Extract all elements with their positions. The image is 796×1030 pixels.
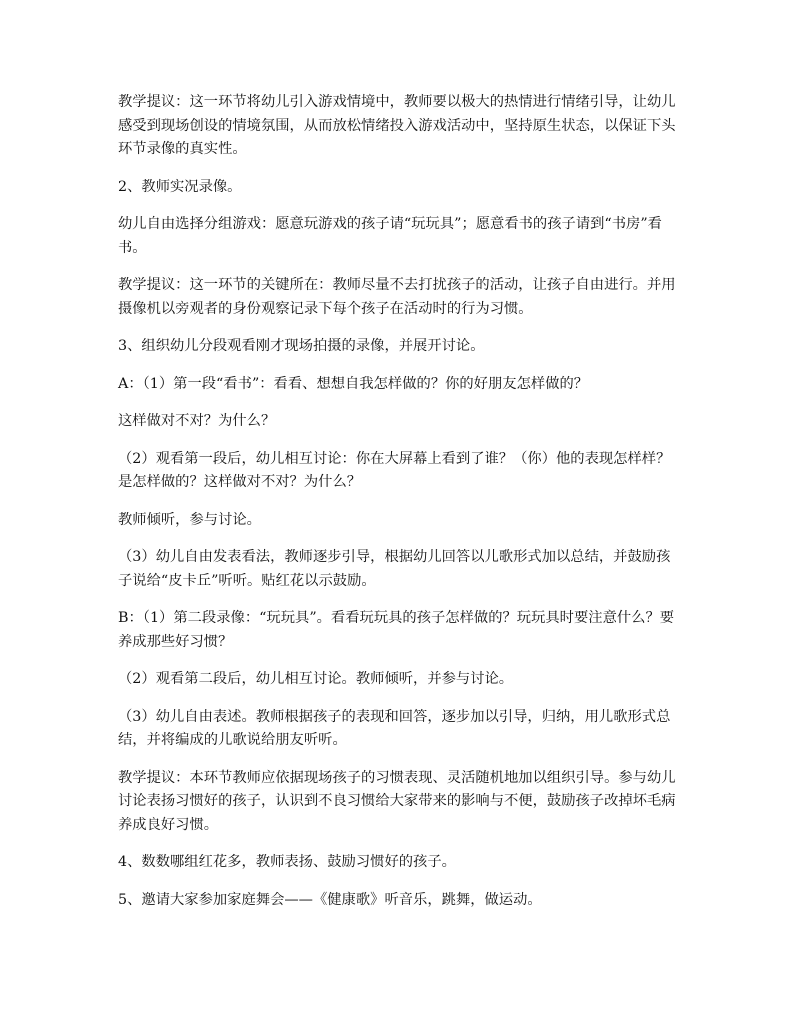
paragraph-a-1-question: 这样做对不对？为什么？ <box>118 413 276 429</box>
paragraph-group-game: 幼儿自由选择分组游戏：愿意玩游戏的孩子请“玩玩具”；愿意看书的孩子请到“书房”看书。 <box>118 216 662 256</box>
paragraph-step-3: 3、组织幼儿分段观看刚才现场拍摄的录像，并展开讨论。 <box>118 338 485 354</box>
paragraph-step-2: 2、教师实况录像。 <box>118 178 242 195</box>
paragraph-teaching-tip-2: 教学提议：这一环节的关键所在：教师尽量不去打扰孩子的活动，让孩子自由进行。并用摄像机以旁观者的身份观察记录下每个孩子在活动时的行为习惯。 <box>118 277 676 317</box>
paragraph-b-3: （3）幼儿自由表述。教师根据孩子的表现和回答，逐步加以引导，归纳，用儿歌形式总结，并将编成的儿歌说给朋友听听。 <box>118 708 671 748</box>
paragraph-step-5: 5、邀请大家参加家庭舞会——《健康歌》听音乐，跳舞，做运动。 <box>118 891 542 908</box>
paragraph-teaching-tip-1: 教学提议：这一环节将幼儿引入游戏情境中，教师要以极大的热情进行情绪引导，让幼儿感受到现场创设的情境氛围，从而放松情绪投入游戏活动中，坚持原生状态，以保证下头环节录像的真实性。 <box>118 94 676 157</box>
paragraph-a-2: （2）观看第一段后，幼儿相互讨论：你在大屏幕上看到了谁？（你）他的表现怎样样？是怎样做的？这样做对不对？为什么？ <box>118 450 671 490</box>
paragraph-step-4: 4、数数哪组红花多，教师表扬、鼓励习惯好的孩子。 <box>118 854 456 870</box>
document-body <box>118 91 680 926</box>
paragraph-a-3: （3）幼儿自由发表看法，教师逐步引导，根据幼儿回答以儿歌形式加以总结，并鼓励孩子说给“皮卡丘”听听。贴红花以示鼓励。 <box>118 549 671 589</box>
paragraph-b-2: （2）观看第二段后，幼儿相互讨论。教师倾听，并参与讨论。 <box>118 671 514 687</box>
paragraph-teaching-tip-3: 教学提议：本环节教师应依据现场孩子的习惯表现、灵活随机地加以组织引导。参与幼儿讨论表扬习惯好的孩子，认识到不良习惯给大家带来的影响与不便，鼓励孩子改掉坏毛病养成良好习惯。 <box>118 769 676 833</box>
paragraph-teacher-listen: 教师倾听，参与讨论。 <box>118 511 261 528</box>
paragraph-a-1: A：（1）第一段“看书”：看看、想想自我怎样做的？你的好朋友怎样做的？ <box>118 375 589 392</box>
paragraph-b-1: B：（1）第二段录像：“玩玩具”。看看玩玩具的孩子怎样做的？玩玩具时要注意什么？要养成那些好习惯？ <box>118 610 675 650</box>
